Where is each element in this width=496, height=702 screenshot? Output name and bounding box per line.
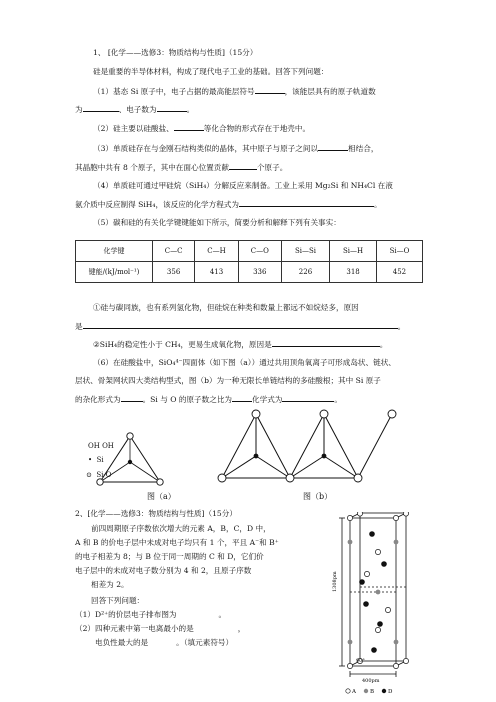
q1-intro: 硅是重要的半导体材料，构成了现代电子工业的基础。回答下列问题： xyxy=(93,67,329,76)
answer-blank[interactable] xyxy=(282,393,334,402)
q2-part2-line2: 电负性最大的是 。（填元素符号） xyxy=(95,638,234,647)
q1-part6-line2: 层状、骨架网状四大类结构型式，图（b）为一种无限长单链结构的多硅酸根；其中 Si 原子 xyxy=(75,376,381,385)
figure-b-silicate-chain xyxy=(214,408,404,496)
q2-part2: （2）四种元素中第一电离最小的是 ， xyxy=(75,624,246,633)
q1-sub1-line1: ①硅与碳同族，也有系列氢化物，但硅烷在种类和数量上都远不如烷烃多，原因 xyxy=(93,303,359,312)
table-cell: 336 xyxy=(238,262,281,283)
si-o-circle-icon: ⊙ xyxy=(86,471,92,479)
table-cell: 413 xyxy=(195,262,239,283)
answer-blank[interactable] xyxy=(121,393,143,402)
table-cell: 化学键 xyxy=(76,241,153,262)
answer-blank[interactable] xyxy=(229,161,257,170)
legend-sio: ⊙ Si-O xyxy=(86,471,112,479)
answer-blank[interactable] xyxy=(174,122,204,131)
table-cell: 318 xyxy=(330,262,377,283)
table-row xyxy=(76,262,423,283)
q1-part1-line2: 为 、电子数为 。 xyxy=(75,105,195,114)
q1-sub2: ②SiH₄的稳定性小于 CH₄，更易生成氧化物，原因是 。 xyxy=(93,340,388,349)
table-cell: 452 xyxy=(376,262,422,283)
q1-part4-line2: 氨介质中反应制得 SiH₄，该反应的化学方程式为 。 xyxy=(75,200,382,209)
q1-title: 1、 [化学——选修3：物质结构与性质]（15分） xyxy=(93,48,258,57)
q2-line1: 前四周期原子序数依次增大的元素 A，B，C，D 中， xyxy=(91,524,271,533)
q2-line6: 回答下列问题： xyxy=(91,596,145,605)
crystal-unit-cell-figure xyxy=(322,512,422,696)
answer-blank[interactable] xyxy=(83,320,398,329)
table-cell: Si—O xyxy=(376,241,422,262)
q2-line4: 电子层中的未成对电子数分别为 4 和 2，且原子序数 xyxy=(75,566,252,575)
q1-part3-line1: （3）单质硅存在与金刚石结构类似的晶体，其中原子与原子之间以 相结合， xyxy=(93,144,379,153)
answer-blank[interactable] xyxy=(255,85,285,94)
table-header-row xyxy=(76,241,423,262)
cell-height-label: 1308pm xyxy=(332,571,338,592)
bond-energy-table xyxy=(75,240,423,283)
table-cell: C—C xyxy=(153,241,195,262)
cell-legend-d: D xyxy=(388,689,393,695)
q1-sub1-line2: 是 。 xyxy=(75,322,406,331)
q1-part4-line1: （4）单质硅可通过甲硅烷（SiH₄）分解反应来制备。工业上采用 Mg₂Si 和 NH₄Cl 在液 xyxy=(93,181,393,190)
legend-si: • Si xyxy=(88,456,104,464)
table-cell: C—H xyxy=(195,241,239,262)
table-cell: Si—Si xyxy=(281,241,329,262)
answer-blank[interactable] xyxy=(239,198,374,207)
q1-part3-line2: 其晶胞中共有 8 个原子，其中在面心位置贡献 个原子。 xyxy=(75,163,288,172)
q1-part2: （2）硅主要以硅酸盐、 等化合物的形式存在于地壳中。 xyxy=(93,124,311,133)
cell-width-label: 400pm xyxy=(362,678,380,684)
q1-part5: （5）碳和硅的有关化学键键能如下所示，简要分析和解释下列有关事实： xyxy=(93,218,341,227)
answer-blank[interactable] xyxy=(83,103,119,112)
q2-part1: （1）D²⁺的价层电子排布图为 。 xyxy=(75,610,227,619)
cell-angle-label: 90° xyxy=(356,658,365,664)
q2-line5: 相差为 2。 xyxy=(91,580,129,589)
legend-oh: OH OH xyxy=(88,442,114,450)
q2-line2: A 和 B 的价电子层中未成对电子均只有 1 个，平且 A⁻和 B⁺ xyxy=(75,538,279,547)
answer-blank[interactable] xyxy=(272,338,380,347)
q1-part6-line1: （6）在硅酸盐中，SiO₄⁴⁻四面体（如下图（a））通过共用顶角氧离子可形成岛状、链状、 xyxy=(93,358,396,367)
q2-title: 2、[化学——选修3：物质结构与性质]（15分） xyxy=(75,509,237,518)
cell-legend-b: B xyxy=(370,689,375,695)
answer-blank[interactable] xyxy=(157,103,187,112)
q2-line3: 的电子相差为 8；与 B 位于同一周期的 C 和 D，它们价 xyxy=(75,552,264,561)
figure-b-caption: 图（b） xyxy=(303,492,333,501)
si-dot-icon: • xyxy=(88,456,93,464)
table-cell: 356 xyxy=(153,262,195,283)
table-cell: C—O xyxy=(238,241,281,262)
table-cell: 226 xyxy=(281,262,329,283)
table-cell: 键能/(kJ/mol⁻¹) xyxy=(76,262,153,283)
answer-blank[interactable] xyxy=(232,393,252,402)
q1-part6-line3: 的杂化形式为 。Si 与 O 的原子数之比为 化学式为 。 xyxy=(75,395,342,404)
figure-a-caption: 图（a） xyxy=(147,492,176,501)
q1-part1-line1: （1）基态 Si 原子中，电子占据的最高能层符号 ，该能层具有的原子轨道数 xyxy=(93,87,376,96)
answer-blank[interactable] xyxy=(318,142,348,151)
cell-legend-a: A xyxy=(352,689,356,695)
table-cell: Si—H xyxy=(330,241,377,262)
